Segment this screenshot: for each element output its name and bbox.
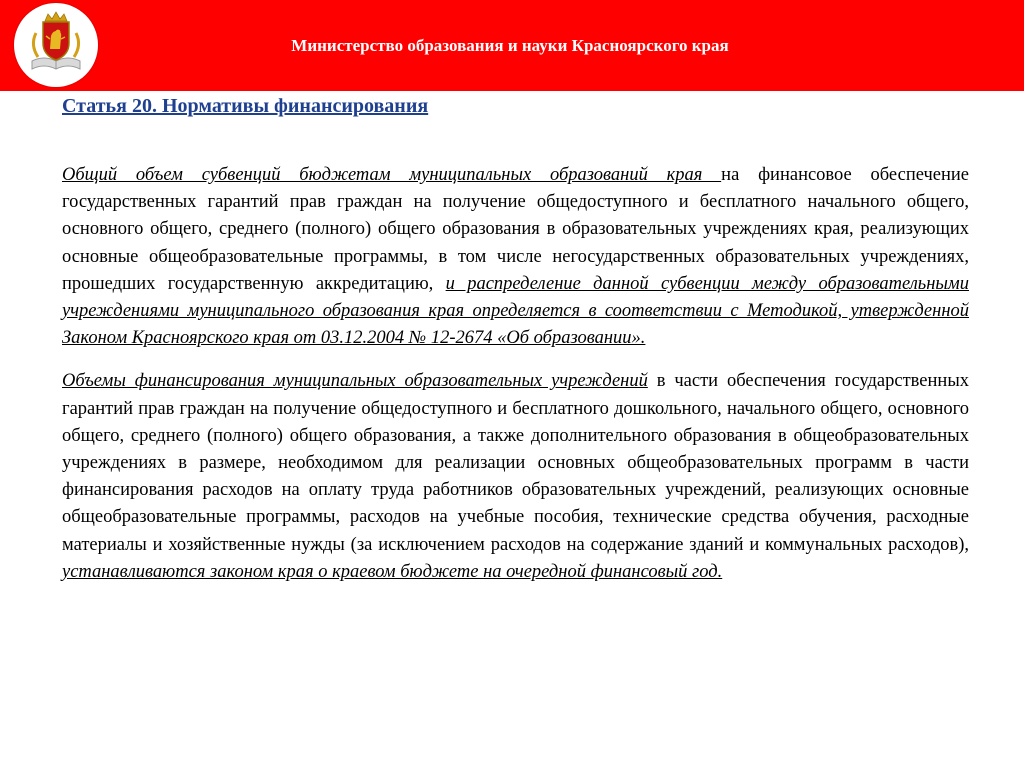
emphasized-text: Объемы финансирования муниципальных образовательных учреждений: [62, 371, 648, 392]
paragraph: [62, 162, 969, 352]
header-bar: [0, 0, 1024, 91]
emphasized-text: устанавливаются законом края о краевом бюджете на очередной финансовый год.: [62, 561, 723, 582]
body-text: на финансовое обеспечение государственных гарантий прав граждан на получение общедоступного и бесплатного начального общего, основного общего, среднего (полного) общего образования в образовательных учреждениях края, реализующих основные общеобразовательные программы, в том числе негосударственных образовательных учреждениях, прошедших государственную аккредитацию,: [62, 165, 969, 294]
body-text: в части обеспечения государственных гарантий прав граждан на получение общедоступного и бесплатного дошкольного, начального общего, основного общего, среднего (полного) общего образования, а также дополнительного образования в общеобразовательных учреждениях в размере, необходимом для реализации основных общеобразовательных программ в части финансирования расходов на оплату труда работников образовательных учреждений, реализующих основные общеобразовательные программы, расходов на учебные пособия, технические средства обучения, расходные материалы и хозяйственные нужды (за исключением расходов на содержание зданий и коммунальных расходов),: [62, 371, 969, 555]
emphasized-text: Общий объем субвенций бюджетам муниципальных образований края: [62, 165, 722, 185]
article-body: [62, 162, 969, 586]
ministry-title: Министерство образования и науки Красноярского края: [291, 36, 729, 55]
paragraph: [62, 368, 969, 586]
coat-of-arms-icon: [14, 3, 98, 87]
logo: [14, 3, 98, 87]
article-title: Статья 20. Нормативы финансирования: [62, 95, 429, 117]
emphasized-text: и распределение данной субвенции между образовательными учреждениями муниципального образования края определяется в соответствии с Методикой, утвержденной Законом Красноярского края от 03.12.2004 № 12-2674 «Об образовании».: [62, 273, 969, 349]
